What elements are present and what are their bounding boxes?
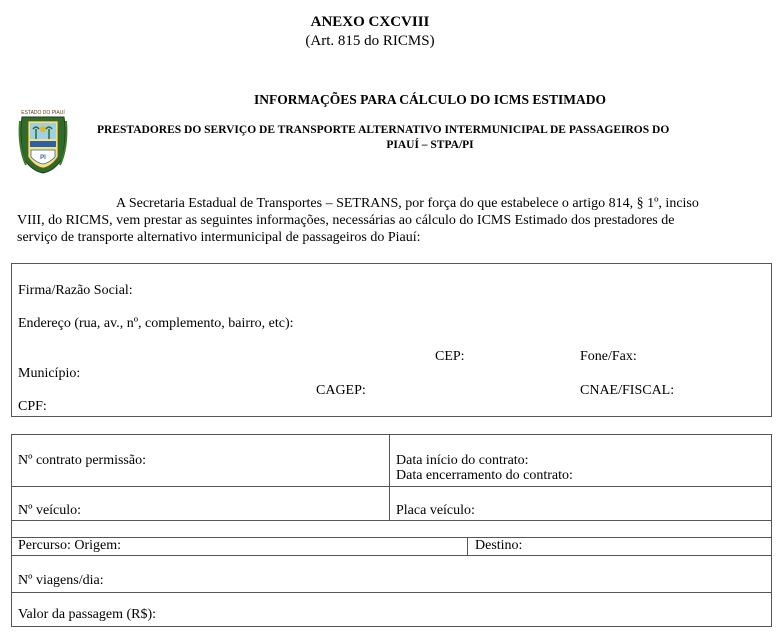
vehicle-plate-label: Placa veículo:: [396, 503, 475, 518]
phone-fax-label: Fone/Fax:: [580, 349, 637, 364]
cpf-label: CPF:: [18, 399, 47, 414]
main-title: INFORMAÇÕES PARA CÁLCULO DO ICMS ESTIMADO: [254, 92, 606, 107]
trips-per-day-label: Nº viagens/dia:: [18, 573, 104, 588]
subtitle-line-2: PIAUÍ – STPA/PI: [386, 139, 474, 151]
contract-number-label: Nº contrato permissão:: [18, 453, 146, 468]
firm-name-label: Firma/Razão Social:: [18, 283, 133, 298]
route-destination-label: Destino:: [475, 538, 523, 553]
svg-text:PI: PI: [40, 155, 46, 161]
contract-start-label: Data início do contrato:: [396, 453, 529, 468]
contract-column-divider: [389, 434, 390, 520]
svg-text:ESTADO DO PIAUÍ: ESTADO DO PIAUÍ: [21, 110, 65, 116]
route-column-divider: [467, 537, 468, 555]
row-divider-5: [11, 592, 772, 593]
row-divider-4: [11, 555, 772, 556]
row-divider-3: [11, 537, 772, 538]
fare-value-label: Valor da passagem (R$):: [18, 607, 157, 622]
intro-line-2: VIII, do RICMS, vem prestar as seguintes informações, necessárias ao cálculo do ICMS Estimado dos prestadores de: [17, 213, 675, 228]
article-reference: (Art. 815 do RICMS): [305, 33, 435, 49]
cep-label: CEP:: [435, 349, 465, 364]
cagep-label: CAGEP:: [316, 383, 366, 398]
intro-line-1: A Secretaria Estadual de Transportes – SETRANS, por força do que estabelece o artigo 814, § 1º, inciso: [116, 196, 699, 211]
cnae-fiscal-label: CNAE/FISCAL:: [580, 383, 675, 398]
vehicle-number-label: Nº veículo:: [18, 503, 82, 518]
contract-end-label: Data encerramento do contrato:: [396, 468, 573, 483]
intro-line-3: serviço de transporte alternativo intermunicipal de passageiros do Piauí:: [17, 230, 421, 245]
row-divider-1: [11, 486, 772, 487]
municipality-label: Município:: [18, 366, 81, 381]
row-divider-2: [11, 520, 772, 521]
subtitle-line-1: PRESTADORES DO SERVIÇO DE TRANSPORTE ALTERNATIVO INTERMUNICIPAL DE PASSAGEIROS DO: [97, 124, 670, 136]
address-label: Endereço (rua, av., nº, complemento, bairro, etc):: [18, 316, 294, 331]
annex-number: ANEXO CXCVIII: [310, 14, 430, 30]
route-origin-label: Percurso: Origem:: [18, 538, 122, 553]
